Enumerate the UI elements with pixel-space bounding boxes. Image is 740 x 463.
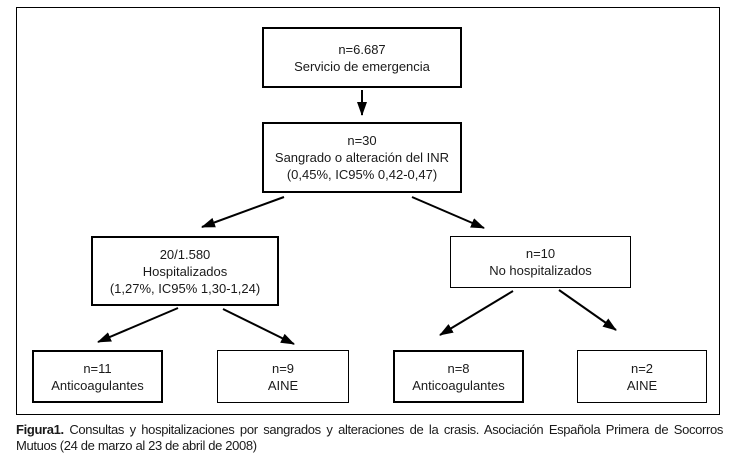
- node-aine-no-hospitalizados: [577, 350, 707, 403]
- node-hospitalizados-label: Hospitalizados: [142, 263, 228, 279]
- node-anticoagulantes-hospitalizados: [32, 350, 163, 403]
- node-sangrado-inr: [262, 122, 462, 193]
- node-servicio-emergencia-label: Servicio de emergencia: [294, 58, 430, 74]
- node-sangrado-inr-label: Sangrado o alteración del INR: [274, 150, 450, 165]
- node-anticoagulantes-no-hospitalizados-count: n=8: [447, 360, 470, 376]
- node-hospitalizados-stats: (1,27%, IC95% 1,30-1,24): [109, 280, 261, 296]
- node-sangrado-inr-stats: (0,45%, IC95% 0,42-0,47): [286, 167, 438, 182]
- node-aine-hospitalizados-count: n=9: [271, 360, 295, 376]
- node-no-hospitalizados-label: No hospitalizados: [489, 263, 592, 278]
- node-servicio-emergencia: [262, 27, 462, 88]
- figure-caption-label: Figura1.: [16, 422, 64, 437]
- node-anticoagulantes-no-hospitalizados: [393, 350, 524, 403]
- node-aine-no-hospitalizados-count: n=2: [630, 360, 654, 376]
- node-no-hospitalizados: [450, 236, 631, 288]
- node-aine-hospitalizados-label: AINE: [267, 377, 299, 393]
- node-anticoagulantes-hospitalizados-label: Anticoagulantes: [51, 377, 144, 393]
- node-sangrado-inr-count: n=30: [347, 133, 377, 148]
- node-no-hospitalizados-count: n=10: [525, 246, 556, 261]
- figure-caption-text: Consultas y hospitalizaciones por sangrados y alteraciones de la crasis. Asociación Española Primera de Socorros Mutuos (24 de marzo al 23 de abril de 2008): [16, 422, 723, 453]
- figure-caption: [16, 422, 723, 454]
- node-hospitalizados-count: 20/1.580: [159, 246, 211, 262]
- node-anticoagulantes-hospitalizados-count: n=11: [83, 360, 112, 376]
- node-hospitalizados: [91, 236, 279, 306]
- node-servicio-emergencia-count: n=6.687: [338, 41, 386, 57]
- node-anticoagulantes-no-hospitalizados-label: Anticoagulantes: [412, 377, 505, 393]
- node-aine-no-hospitalizados-label: AINE: [626, 377, 658, 393]
- node-aine-hospitalizados: [217, 350, 349, 403]
